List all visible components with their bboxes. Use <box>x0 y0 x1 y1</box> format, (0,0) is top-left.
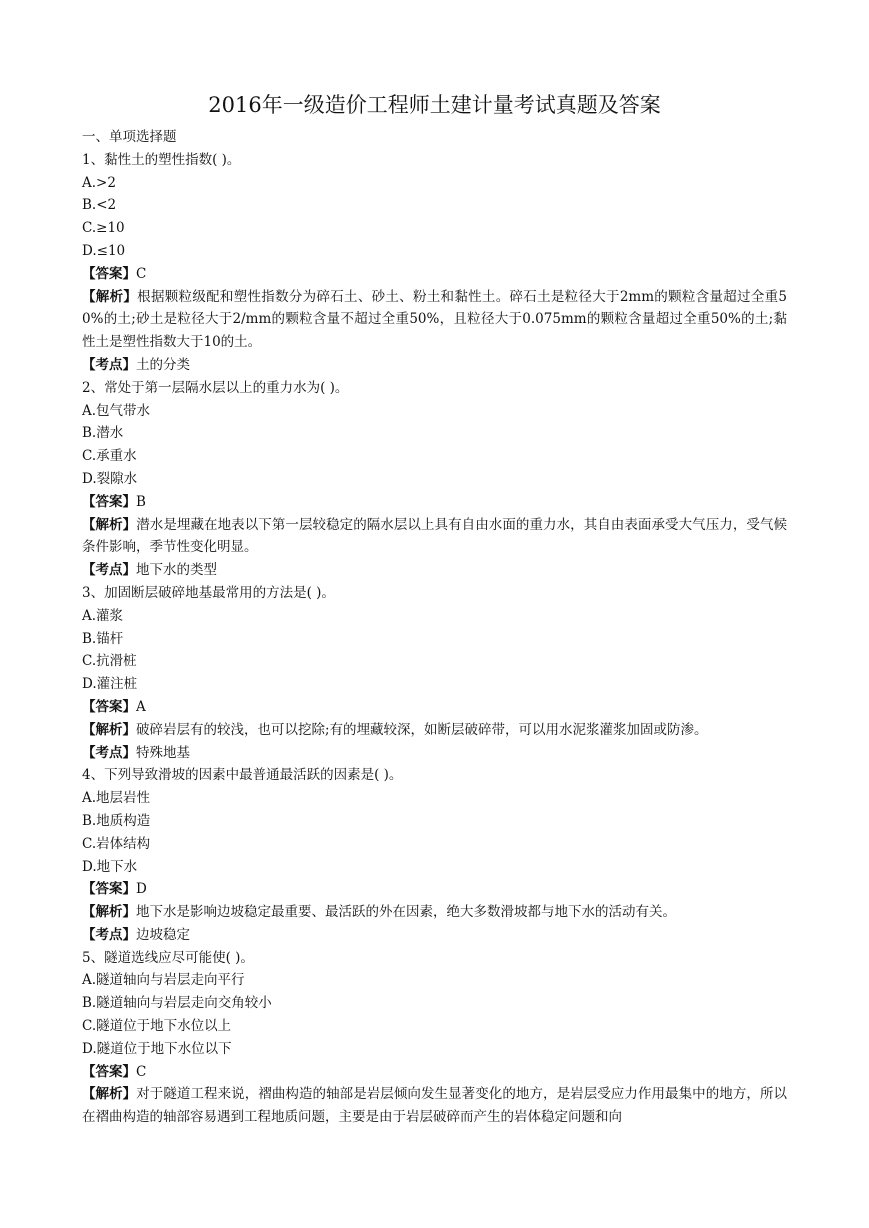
option-d: D.隧道位于地下水位以下 <box>82 1040 232 1057</box>
answer-line <box>82 696 787 719</box>
answer-tag: 【答案】 <box>82 1063 136 1080</box>
point-line <box>82 742 787 765</box>
answer-value: B <box>136 493 146 510</box>
option-a: A.>2 <box>82 174 116 191</box>
section-heading: 一、单项选择题 <box>82 129 177 145</box>
question-stem: 4、下列导致滑坡的因素中最普通最活跃的因素是( )。 <box>82 767 403 784</box>
answer-tag: 【答案】 <box>82 881 136 898</box>
answer-tag: 【答案】 <box>82 493 136 510</box>
answer-value: C <box>136 1063 147 1080</box>
point-value: 地下水的类型 <box>136 562 217 579</box>
question-block <box>82 149 787 377</box>
option-c: C.承重水 <box>82 448 137 465</box>
analysis-paragraph <box>82 286 787 354</box>
option-a: A.灌浆 <box>82 607 124 624</box>
point-tag: 【考点】 <box>82 562 136 579</box>
answer-value: D <box>136 881 147 898</box>
option-c: C.抗滑桩 <box>82 653 137 670</box>
option-c: C.≥10 <box>82 220 125 237</box>
option-d: D.地下水 <box>82 858 138 875</box>
option-a: A.地层岩性 <box>82 790 151 807</box>
analysis-tag: 【解析】 <box>82 721 136 738</box>
answer-line <box>82 878 787 901</box>
answer-line <box>82 491 787 514</box>
analysis-paragraph <box>82 514 787 560</box>
option-c: C.隧道位于地下水位以上 <box>82 1018 232 1035</box>
question-stem: 1、黏性土的塑性指数( )。 <box>82 151 241 168</box>
option-a: A.包气带水 <box>82 402 151 419</box>
point-line <box>82 354 787 377</box>
option-d: D.裂隙水 <box>82 470 138 487</box>
answer-line <box>82 1061 787 1084</box>
point-tag: 【考点】 <box>82 744 136 761</box>
question-stem: 2、常处于第一层隔水层以上的重力水为( )。 <box>82 379 349 396</box>
answer-tag: 【答案】 <box>82 265 136 282</box>
point-line <box>82 924 787 947</box>
point-tag: 【考点】 <box>82 356 136 373</box>
option-b: B.锚杆 <box>82 630 124 647</box>
point-value: 边坡稳定 <box>136 926 190 943</box>
analysis-paragraph <box>82 901 787 924</box>
point-tag: 【考点】 <box>82 926 136 943</box>
option-a: A.隧道轴向与岩层走向平行 <box>82 972 245 989</box>
answer-value: C <box>136 265 147 282</box>
analysis-tag: 【解析】 <box>82 904 136 921</box>
answer-line <box>82 263 787 286</box>
option-b: B.<2 <box>82 197 117 214</box>
question-stem: 5、隧道选线应尽可能使( )。 <box>82 949 254 966</box>
analysis-text: 潜水是埋藏在地表以下第一层较稳定的隔水层以上具有自由水面的重力水，其自由表面承受大气压力，受气候条件影响，季节性变化明显。 <box>82 516 788 556</box>
analysis-text: 根据颗粒级配和塑性指数分为碎石土、砂土、粉土和黏性土。碎石土是粒径大于2mm的颗粒含量超过全重50%的土;砂土是粒径大于2/mm的颗粒含量不超过全重50%，且粒径大于0.075mm的颗粒含量超过全重50%的土;黏性土是塑性指数大于10的土。 <box>82 288 788 351</box>
document-page <box>82 88 787 1129</box>
point-value: 特殊地基 <box>136 744 190 761</box>
option-c: C.岩体结构 <box>82 835 151 852</box>
analysis-text: 地下水是影响边坡稳定最重要、最活跃的外在因素，绝大多数滑坡都与地下水的活动有关。 <box>136 904 676 921</box>
analysis-text: 对于隧道工程来说，褶曲构造的轴部是岩层倾向发生显著变化的地方，是岩层受应力作用最集中的地方，所以在褶曲构造的轴部容易遇到工程地质问题，主要是由于岩层破碎而产生的岩体稳定问题和向 <box>82 1086 788 1126</box>
option-b: B.潜水 <box>82 425 124 442</box>
analysis-paragraph <box>82 1083 787 1129</box>
point-value: 土的分类 <box>136 356 190 373</box>
analysis-tag: 【解析】 <box>82 288 138 305</box>
option-d: D.≤10 <box>82 242 126 259</box>
question-block <box>82 377 787 582</box>
analysis-text: 破碎岩层有的较浅，也可以挖除;有的埋藏较深，如断层破碎带，可以用水泥浆灌浆加固或防渗。 <box>136 721 708 738</box>
question-block <box>82 947 787 1129</box>
document-title: 2016年一级造价工程师土建计量考试真题及答案 <box>208 93 661 117</box>
answer-value: A <box>136 698 146 715</box>
analysis-paragraph <box>82 719 787 742</box>
point-line <box>82 559 787 582</box>
option-b: B.地质构造 <box>82 812 151 829</box>
question-block <box>82 764 787 946</box>
question-block <box>82 582 787 764</box>
question-stem: 3、加固断层破碎地基最常用的方法是( )。 <box>82 584 335 601</box>
answer-tag: 【答案】 <box>82 698 136 715</box>
analysis-tag: 【解析】 <box>82 1086 137 1103</box>
option-d: D.灌注桩 <box>82 676 138 693</box>
analysis-tag: 【解析】 <box>82 516 137 533</box>
option-b: B.隧道轴向与岩层走向交角较小 <box>82 995 272 1012</box>
